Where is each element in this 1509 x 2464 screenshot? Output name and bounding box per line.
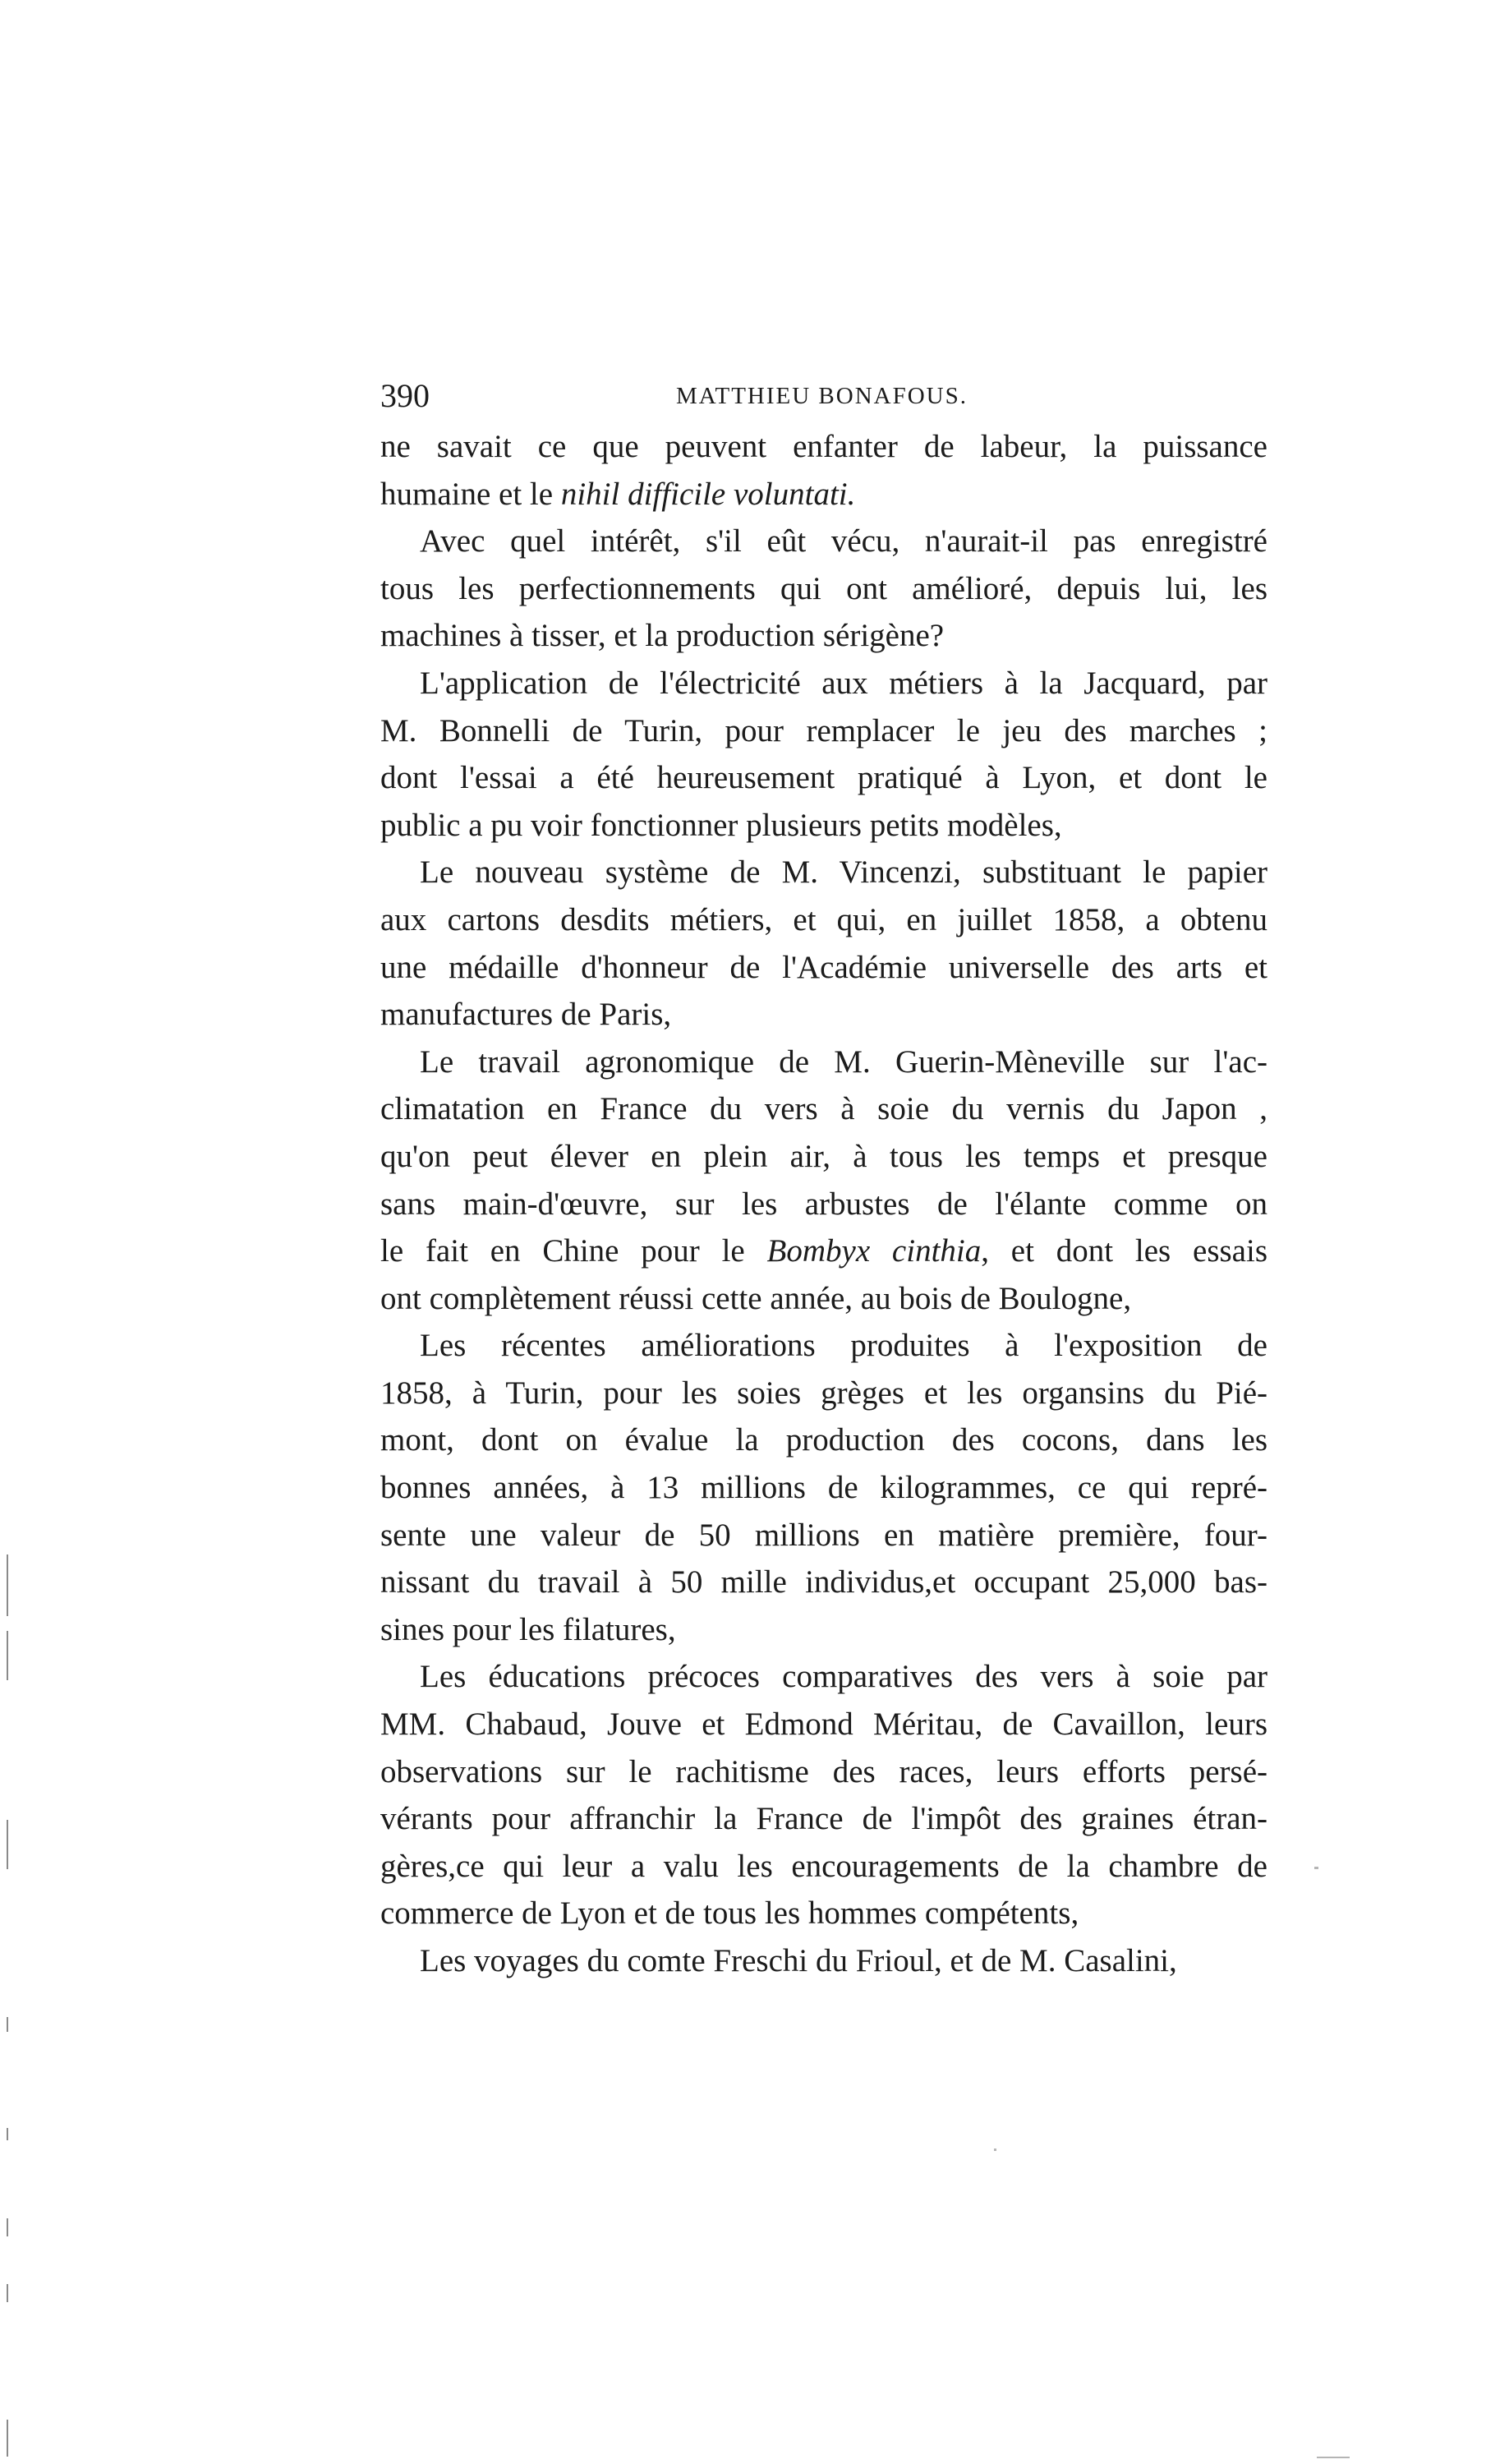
text-line: sans main-d'œuvre, sur les arbustes de l'élante comme on xyxy=(380,1186,1267,1222)
scan-edge-mark xyxy=(7,2284,8,2302)
text-line: climatation en France du vers à soie du vernis du Japon , xyxy=(380,1091,1267,1127)
text-line: commerce de Lyon et de tous les hommes compétents, xyxy=(380,1895,1079,1932)
scan-edge-mark xyxy=(7,1631,8,1680)
scan-edge-mark xyxy=(7,2128,8,2140)
text-line: vérants pour affranchir la France de l'impôt des graines étran- xyxy=(380,1801,1267,1837)
text-line: nissant du travail à 50 mille individus,et occupant 25,000 bas- xyxy=(380,1564,1267,1600)
text-line: public a pu voir fonctionner plusieurs petits modèles, xyxy=(380,807,1062,843)
text-line: machines à tisser, et la production sérigène? xyxy=(380,618,945,654)
text-line: Le travail agronomique de M. Guerin-Mèneville sur l'ac- xyxy=(420,1043,1267,1080)
text-line: ne savait ce que peuvent enfanter de labeur, la puissance xyxy=(380,429,1267,464)
text-line: humaine et le nihil difficile voluntati. xyxy=(380,476,856,512)
scan-speck xyxy=(994,2149,996,2151)
scan-edge-mark xyxy=(7,2420,8,2457)
scan-speck xyxy=(1317,2457,1350,2458)
scan-speck xyxy=(1314,1867,1318,1869)
text-line: manufactures de Paris, xyxy=(380,997,672,1033)
italic-text: Bombyx cinthia xyxy=(766,1233,982,1269)
text-line: Les récentes améliorations produites à l'exposition de xyxy=(420,1328,1267,1364)
text-line: qu'on peut élever en plein air, à tous les temps et presque xyxy=(380,1138,1267,1174)
text-line: Avec quel intérêt, s'il eût vécu, n'aurait-il pas enregistré xyxy=(420,523,1267,560)
running-head: MATTHIEU BONAFOUS. xyxy=(675,383,968,409)
text-line: L'application de l'électricité aux métiers à la Jacquard, par xyxy=(420,665,1267,701)
text-line: mont, dont on évalue la production des cocons, dans les xyxy=(380,1422,1267,1458)
text-line: sines pour les filatures, xyxy=(380,1611,676,1647)
text-line: tous les perfectionnements qui ont amélioré, depuis lui, les xyxy=(380,570,1267,606)
text-line: Les voyages du comte Freschi du Frioul, et de M. Casalini, xyxy=(420,1943,1177,1978)
text-line: aux cartons desdits métiers, et qui, en juillet 1858, a obtenu xyxy=(380,901,1267,937)
text-line: M. Bonnelli de Turin, pour remplacer le jeu des marches ; xyxy=(380,712,1267,748)
scan-edge-mark xyxy=(7,2017,8,2032)
text-line: une médaille d'honneur de l'Académie universelle des arts et xyxy=(380,949,1267,985)
text-line: dont l'essai a été heureusement pratiqué à Lyon, et dont le xyxy=(380,760,1267,796)
body-text xyxy=(380,423,1267,1985)
text-line: Le nouveau système de M. Vincenzi, substituant le papier xyxy=(420,854,1267,891)
text-line: MM. Chabaud, Jouve et Edmond Méritau, de Cavaillon, leurs xyxy=(380,1706,1267,1743)
text-line: gères,ce qui leur a valu les encouragements de la chambre de xyxy=(380,1848,1267,1884)
text-line: Les éducations précoces comparatives des vers à soie par xyxy=(420,1659,1267,1695)
text-line: 1858, à Turin, pour les soies grèges et les organsins du Pié- xyxy=(380,1375,1267,1411)
scan-edge-mark xyxy=(7,2218,8,2236)
text-line: ont complètement réussi cette année, au bois de Boulogne, xyxy=(380,1280,1132,1316)
scan-edge-mark xyxy=(7,1820,8,1869)
text-line: observations sur le rachitisme des races, leurs efforts persé- xyxy=(380,1753,1267,1789)
text-line: bonnes années, à 13 millions de kilogrammes, ce qui repré- xyxy=(380,1470,1267,1506)
text-line: le fait en Chine pour le Bombyx cinthia, et dont les essais xyxy=(380,1233,1267,1269)
scan-edge-mark xyxy=(7,1554,8,1616)
text-line: sente une valeur de 50 millions en matière première, four- xyxy=(380,1517,1267,1553)
page-header xyxy=(380,371,1263,421)
italic-text: nihil difficile voluntati. xyxy=(560,476,856,512)
page-number: 390 xyxy=(380,377,430,414)
